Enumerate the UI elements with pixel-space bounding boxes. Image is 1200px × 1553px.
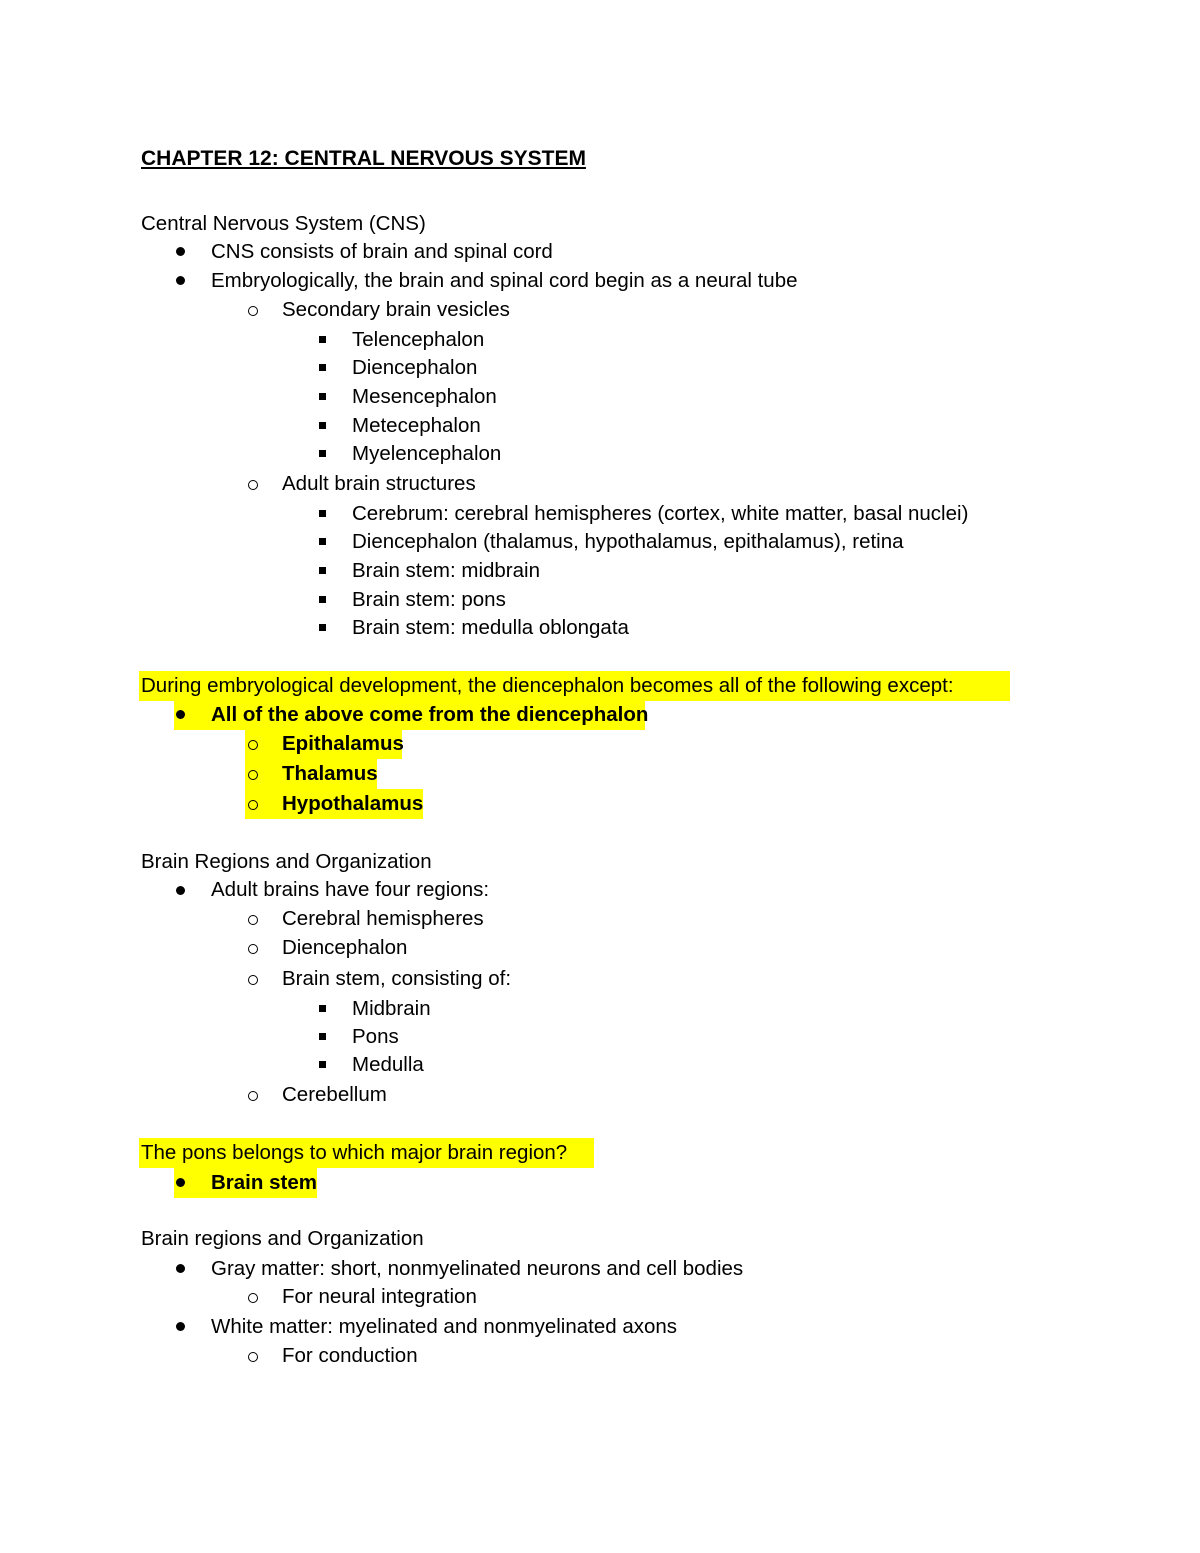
square-bullet-icon: [319, 336, 326, 343]
list-item: Thalamus: [282, 762, 378, 785]
circle-bullet-icon: [248, 1352, 258, 1362]
section-heading-cns: Central Nervous System (CNS): [141, 212, 426, 235]
list-item: Brain stem, consisting of:: [282, 967, 512, 990]
list-item: CNS consists of brain and spinal cord: [211, 240, 553, 263]
square-bullet-icon: [319, 1005, 326, 1012]
bullet-icon: [176, 1264, 185, 1273]
circle-bullet-icon: [248, 480, 258, 490]
circle-bullet-icon: [248, 1091, 258, 1101]
page-title: CHAPTER 12: CENTRAL NERVOUS SYSTEM: [141, 147, 586, 170]
list-item: Cerebrum: cerebral hemispheres (cortex, white matter, basal nuclei): [352, 502, 969, 525]
list-item: Gray matter: short, nonmyelinated neurons and cell bodies: [211, 1257, 744, 1280]
square-bullet-icon: [319, 393, 326, 400]
circle-bullet-icon: [248, 975, 258, 985]
list-item: Diencephalon (thalamus, hypothalamus, epithalamus), retina: [352, 530, 904, 553]
answer-text: Brain stem: [211, 1171, 317, 1194]
list-item: Pons: [352, 1025, 399, 1048]
circle-bullet-icon: [248, 1293, 258, 1303]
section-heading-brain-regions: Brain Regions and Organization: [141, 850, 432, 873]
answer-text: All of the above come from the diencephalon: [211, 703, 649, 726]
list-item: For neural integration: [282, 1285, 477, 1308]
list-item: Secondary brain vesicles: [282, 298, 510, 321]
circle-bullet-icon: [248, 915, 258, 925]
bullet-icon: [176, 1178, 185, 1187]
list-item: Medulla: [352, 1053, 424, 1076]
list-item: Cerebral hemispheres: [282, 907, 484, 930]
circle-bullet-icon: [248, 800, 258, 810]
square-bullet-icon: [319, 1033, 326, 1040]
list-item: Diencephalon: [282, 936, 408, 959]
bullet-icon: [176, 1322, 185, 1331]
square-bullet-icon: [319, 422, 326, 429]
list-item: Mesencephalon: [352, 385, 497, 408]
list-item: Embryologically, the brain and spinal cord begin as a neural tube: [211, 269, 798, 292]
bullet-icon: [176, 710, 185, 719]
list-item: Brain stem: midbrain: [352, 559, 540, 582]
list-item: Brain stem: pons: [352, 588, 506, 611]
circle-bullet-icon: [248, 944, 258, 954]
list-item: Myelencephalon: [352, 442, 502, 465]
square-bullet-icon: [319, 624, 326, 631]
square-bullet-icon: [319, 510, 326, 517]
list-item: White matter: myelinated and nonmyelinated axons: [211, 1315, 678, 1338]
list-item: For conduction: [282, 1344, 418, 1367]
square-bullet-icon: [319, 567, 326, 574]
square-bullet-icon: [319, 1061, 326, 1068]
list-item: Adult brains have four regions:: [211, 878, 490, 901]
square-bullet-icon: [319, 450, 326, 457]
list-item: Hypothalamus: [282, 792, 424, 815]
square-bullet-icon: [319, 364, 326, 371]
list-item: Epithalamus: [282, 732, 404, 755]
list-item: Telencephalon: [352, 328, 485, 351]
list-item: Diencephalon: [352, 356, 478, 379]
circle-bullet-icon: [248, 770, 258, 780]
list-item: Midbrain: [352, 997, 431, 1020]
circle-bullet-icon: [248, 306, 258, 316]
circle-bullet-icon: [248, 740, 258, 750]
bullet-icon: [176, 247, 185, 256]
square-bullet-icon: [319, 596, 326, 603]
list-item: Adult brain structures: [282, 472, 476, 495]
square-bullet-icon: [319, 538, 326, 545]
list-item: Cerebellum: [282, 1083, 387, 1106]
section-heading-brain-regions-2: Brain regions and Organization: [141, 1227, 424, 1250]
question-text: During embryological development, the diencephalon becomes all of the following except:: [141, 674, 954, 697]
question-text: The pons belongs to which major brain region?: [141, 1141, 568, 1164]
bullet-icon: [176, 276, 185, 285]
list-item: Metecephalon: [352, 414, 481, 437]
list-item: Brain stem: medulla oblongata: [352, 616, 629, 639]
bullet-icon: [176, 886, 185, 895]
